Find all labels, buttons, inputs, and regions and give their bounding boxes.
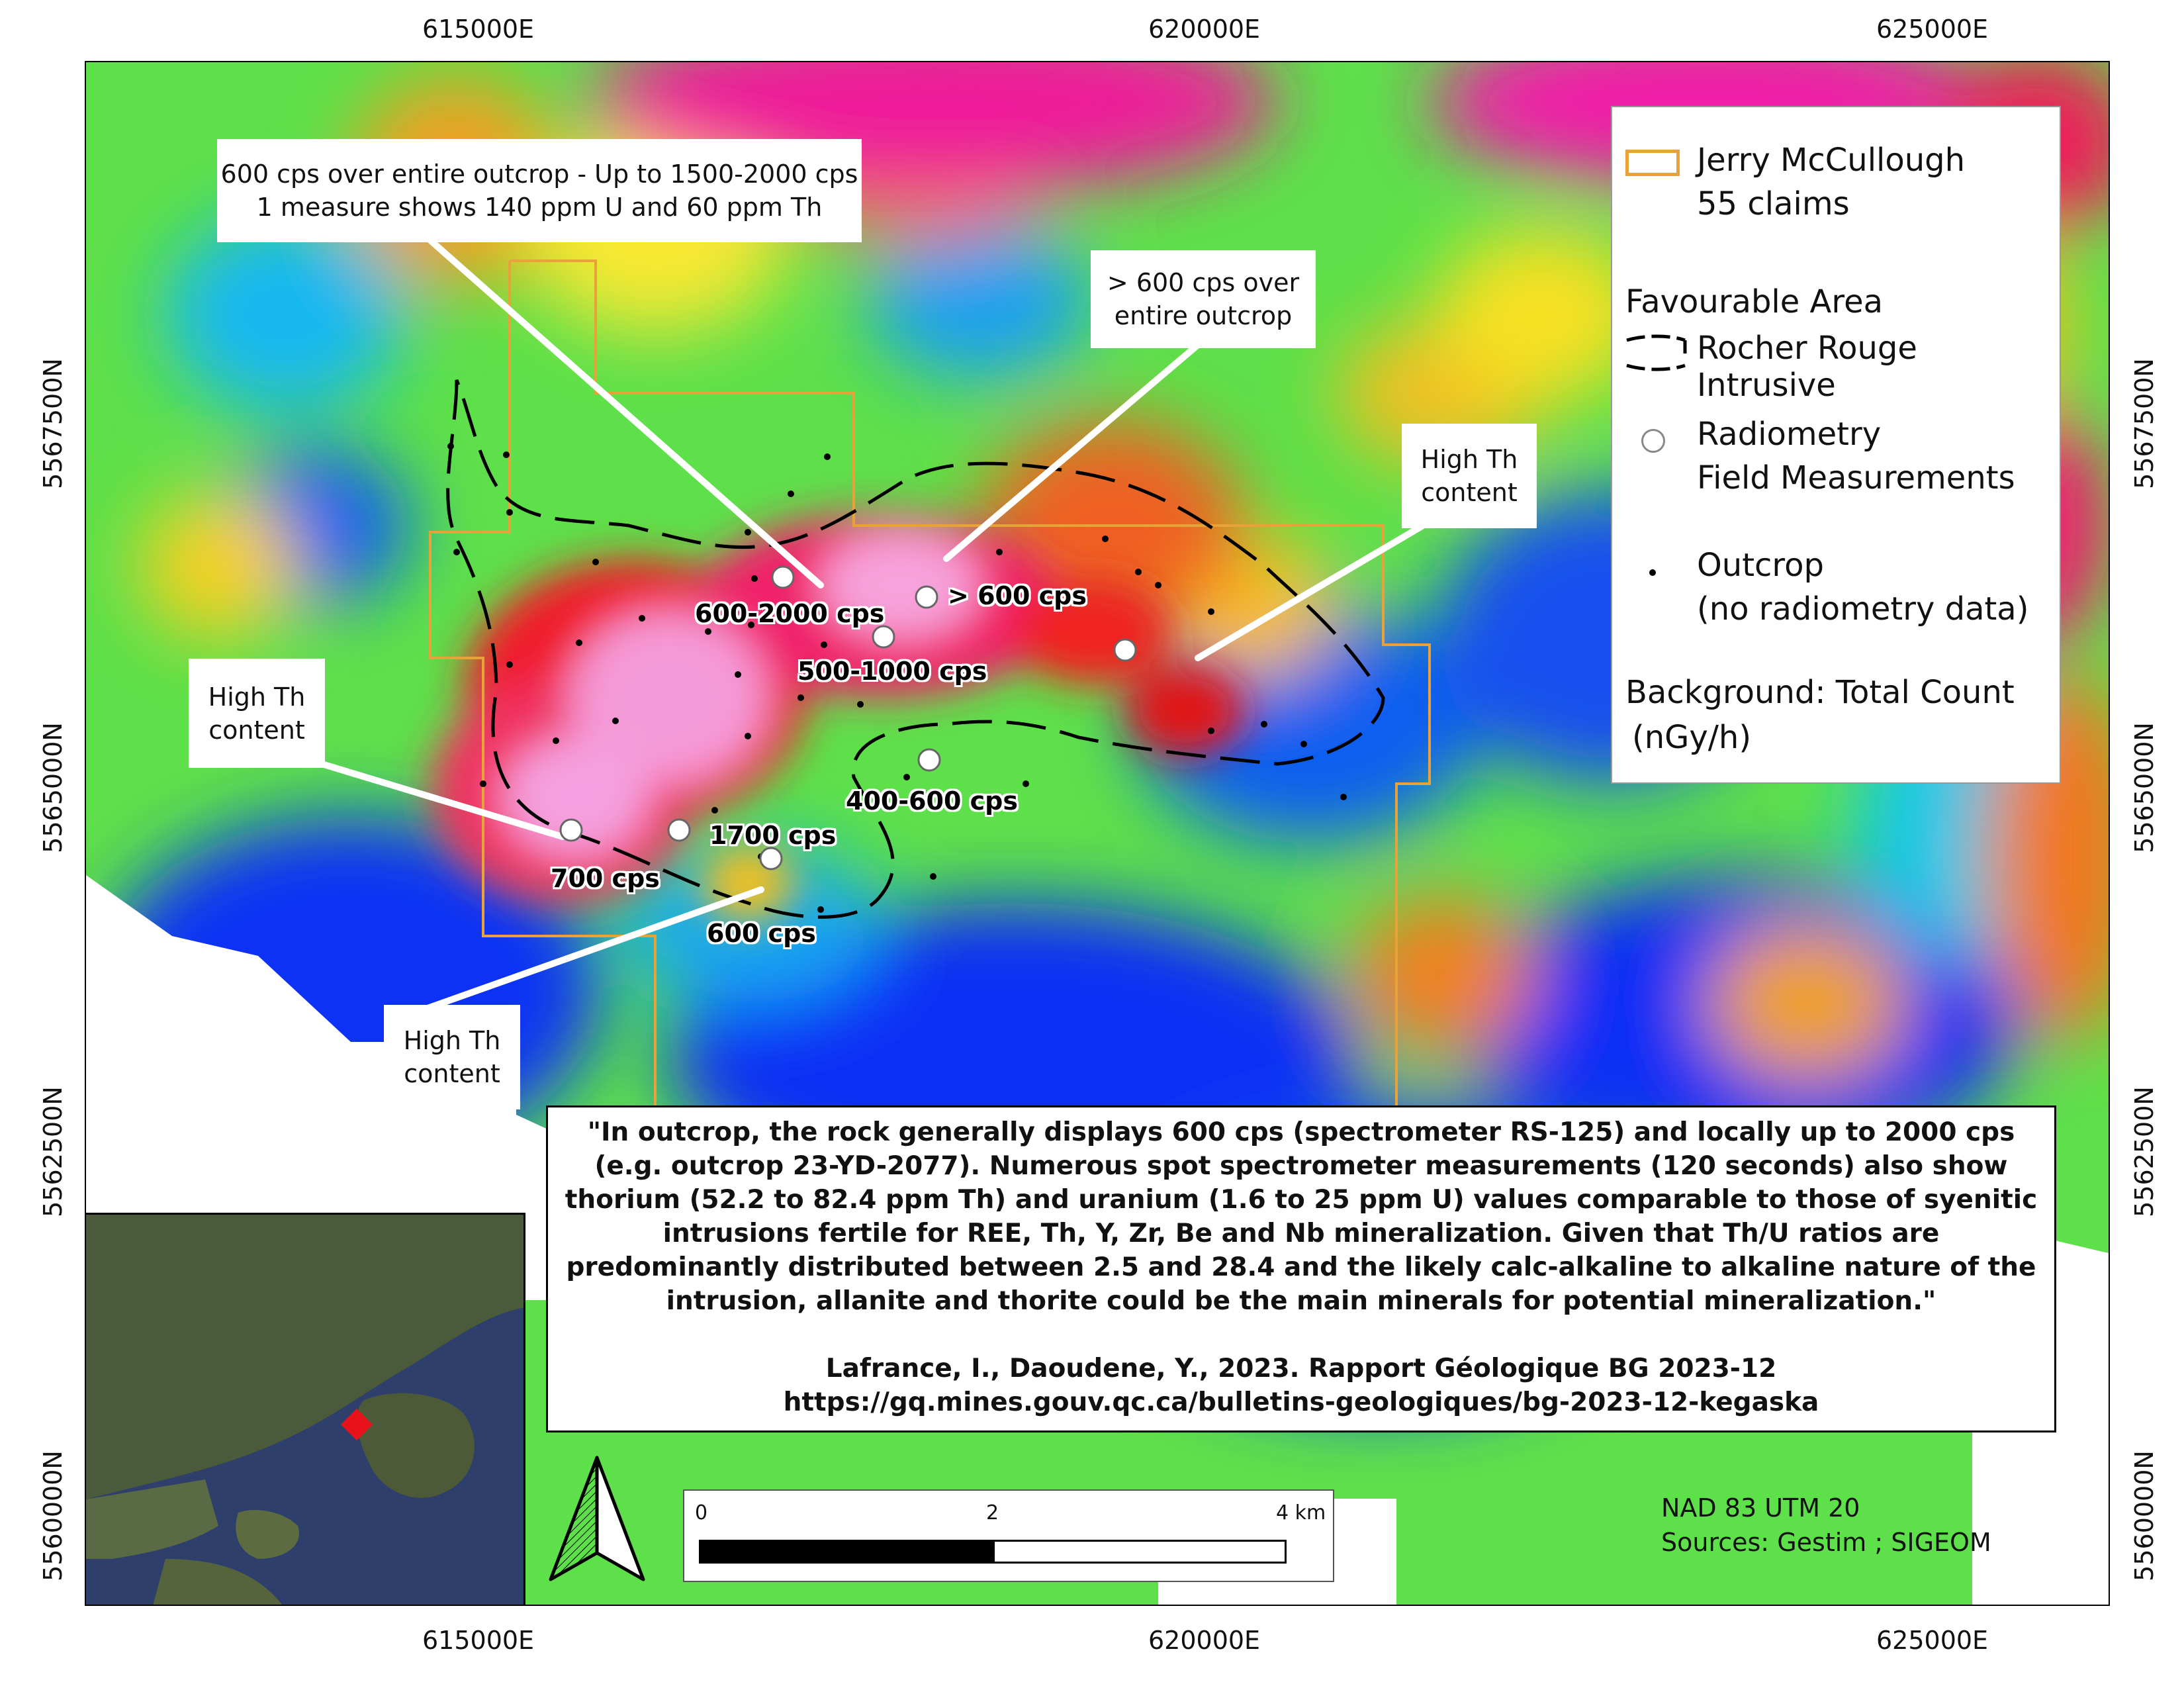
callout-text: High Th bbox=[403, 1026, 501, 1055]
callout-text: entire outcrop bbox=[1114, 301, 1293, 330]
measurement-label: 500-1000 cps bbox=[797, 657, 987, 686]
callout-top-left bbox=[217, 139, 862, 242]
coord-bottom-2: 620000E bbox=[1148, 1626, 1261, 1655]
legend-claims-label: Jerry McCullough bbox=[1697, 142, 1966, 179]
coord-left-4: 5560000N bbox=[38, 1450, 68, 1581]
legend-outcrop-sub: (no radiometry data) bbox=[1697, 590, 2029, 628]
scale-bar bbox=[683, 1489, 1334, 1582]
coord-left-2: 5565000N bbox=[38, 722, 68, 853]
legend-radiometry-sub: Field Measurements bbox=[1697, 459, 2015, 496]
quote-text: "In outcrop, the rock generally displays 600 cps (spectrometer RS-125) and locally up to 2000 cps (e.g. outcrop 23-YD-2077). Numerous spot spectrometer measurements (120 seconds) also show thorium (52.2 to 82.4 ppm Th) and uranium (1.6 to 25 ppm U) values comparable to those of syenitic intrusions fertile for REE, Th, Y, Zr, Be and Nb mineralization. Given that Th/U ratios are predominantly distributed between 2.5 and 28.4 and the likely calc-alkaline to alkaline nature of the intrusion, allanite and thorite could be the main minerals for potential mineralization." bbox=[565, 1117, 2038, 1316]
callout-top-mid bbox=[1091, 250, 1316, 348]
callout-text: 1 measure shows 140 ppm U and 60 ppm Th bbox=[256, 193, 823, 222]
map-legend bbox=[1611, 106, 2061, 784]
measurement-label: 400-600 cps bbox=[846, 786, 1018, 816]
coord-top-2: 620000E bbox=[1148, 15, 1261, 44]
measurement-label: 600 cps bbox=[707, 919, 816, 948]
callout-text: High Th bbox=[208, 682, 306, 712]
coord-right-4: 5560000N bbox=[2130, 1450, 2159, 1581]
coord-right-3: 5562500N bbox=[2130, 1086, 2159, 1217]
quote-url[interactable]: https://gq.mines.gouv.qc.ca/bulletins-geologiques/bg-2023-12-kegaska bbox=[783, 1387, 1819, 1417]
measurement-label: 1700 cps bbox=[709, 821, 837, 850]
callout-text: content bbox=[404, 1059, 500, 1088]
geology-quote-box bbox=[546, 1105, 2056, 1432]
coord-right-1: 5567500N bbox=[2130, 358, 2159, 489]
legend-background-label: Background: Total Count bbox=[1625, 674, 2015, 711]
map-credits bbox=[1661, 1491, 1991, 1560]
claims-swatch bbox=[1625, 150, 1680, 176]
sources-label: Sources: Gestim ; SIGEOM bbox=[1661, 1528, 1991, 1557]
coord-top-1: 615000E bbox=[422, 15, 535, 44]
coord-bottom-3: 625000E bbox=[1876, 1626, 1989, 1655]
measurement-label: > 600 cps bbox=[948, 581, 1087, 610]
crs-label: NAD 83 UTM 20 bbox=[1661, 1493, 1860, 1523]
scale-segment-light bbox=[993, 1540, 1287, 1564]
scale-tick-4: 4 km bbox=[1276, 1501, 1326, 1524]
callout-text: content bbox=[208, 715, 305, 745]
coord-left-3: 5562500N bbox=[38, 1086, 68, 1217]
location-inset-map bbox=[86, 1213, 525, 1606]
measurement-label: 600-2000 cps bbox=[695, 599, 885, 628]
measurement-label: 700 cps bbox=[551, 864, 660, 893]
outcrop-swatch-icon bbox=[1649, 569, 1656, 576]
callout-text: content bbox=[1421, 478, 1518, 507]
scale-tick-2: 2 bbox=[986, 1501, 999, 1524]
coord-bottom-1: 615000E bbox=[422, 1626, 535, 1655]
coord-right-2: 5565000N bbox=[2130, 722, 2159, 853]
legend-favourable-title: Favourable Area bbox=[1625, 283, 1884, 320]
quote-citation: Lafrance, I., Daoudene, Y., 2023. Rapport Géologique BG 2023-12 bbox=[825, 1354, 1777, 1383]
callout-right bbox=[1402, 424, 1537, 528]
north-arrow-icon bbox=[544, 1454, 650, 1586]
legend-outcrop-label: Outcrop bbox=[1697, 547, 1824, 584]
legend-radiometry-label: Radiometry bbox=[1697, 416, 1882, 453]
legend-intrusive-label: Rocher Rouge Intrusive bbox=[1697, 330, 1917, 404]
callout-text: > 600 cps over bbox=[1107, 268, 1300, 297]
scale-segment-dark bbox=[699, 1540, 993, 1564]
callout-text: High Th bbox=[1420, 445, 1518, 474]
coord-top-3: 625000E bbox=[1876, 15, 1989, 44]
coord-left-1: 5567500N bbox=[38, 358, 68, 489]
callout-bottom-left bbox=[384, 1005, 520, 1109]
scale-tick-0: 0 bbox=[695, 1501, 708, 1524]
callout-text: 600 cps over entire outcrop - Up to 1500-2000 cps bbox=[220, 160, 858, 189]
inset-satellite bbox=[86, 1215, 525, 1606]
callout-left bbox=[189, 659, 325, 768]
radiometry-swatch-icon bbox=[1641, 429, 1665, 453]
intrusive-swatch bbox=[1624, 334, 1688, 372]
legend-claims-count: 55 claims bbox=[1697, 185, 1850, 222]
legend-background-unit: (nGy/h) bbox=[1632, 719, 1752, 756]
